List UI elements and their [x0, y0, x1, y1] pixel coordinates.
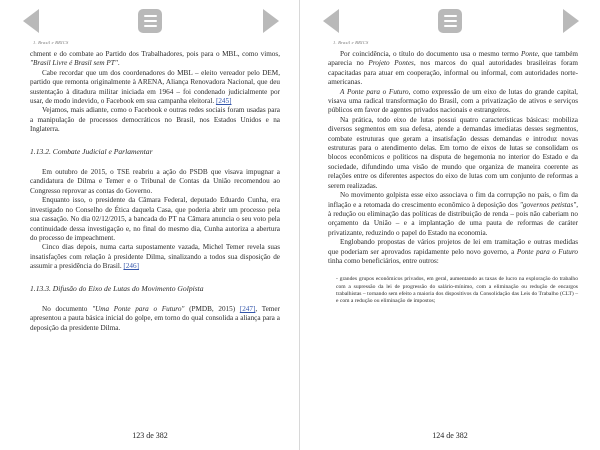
- paragraph: No movimento golpista esse eixo associava o fim da corrupção no país, o fim da inflação e a retomada do crescimento econômico à deposição dos "governos petistas", à redução ou eliminação das políticas de distribuição de renda – pois não caberiam no orçamento da União – e a implantação de uma pauta de reformas de caráter privatizante, reduzindo o papel do Estado na economia.: [328, 191, 578, 237]
- triangle-left-icon: [323, 9, 339, 33]
- next-page-button[interactable]: [556, 6, 586, 36]
- left-page-text: [30, 50, 280, 333]
- menu-icon: [138, 9, 162, 33]
- paragraph: Englobando propostas de vários projetos de lei em tramitação e outras medidas que poderiam ser aprovados rapidamente pelo novo governo, a Ponte para o Futuro tinha como beneficiários, entre outros:: [328, 238, 579, 265]
- previous-page-button[interactable]: [316, 6, 346, 36]
- running-head: 1. Brasil e BRICS: [33, 40, 69, 45]
- previous-page-button[interactable]: [16, 6, 46, 36]
- table-of-contents-button[interactable]: [435, 6, 465, 36]
- triangle-left-icon: [23, 9, 39, 33]
- menu-icon: [438, 9, 462, 33]
- paragraph: Em outubro de 2015, o TSE reabriu a ação do PSDB que visava impugnar a candidatura de Dilma e Temer e o Tribunal de Contas da União recomendou ao Congresso reprovar as contas do Governo.: [30, 168, 280, 195]
- triangle-right-icon: [263, 9, 279, 33]
- section-heading-1-13-2: 1.13.2. Combate Judicial e Parlamentar: [30, 146, 153, 156]
- paragraph: No documento "Uma Ponte para o Futuro" (PMDB, 2015) [247], Temer apresentou a pauta básica inicial do golpe, em torno do qual consolida a aliança para a deposição da presidente Dilma.: [30, 304, 280, 332]
- table-of-contents-button[interactable]: [135, 6, 165, 36]
- paragraph: Enquanto isso, o presidente da Câmara Federal, deputado Eduardo Cunha, era investigado no Conselho de Ética daquela Casa, que poderia abrir um processo pela sua cassação. No dia 02/12/2015, a bancada do PT na Câmara anuncia o seu voto pela continuidade dessa investigação e, no final do mesmo dia, Cunha autoriza a abertura do processo de impeachment.: [30, 196, 280, 242]
- next-page-button[interactable]: [256, 6, 286, 36]
- paragraph: Cabe recordar que um dos coordenadores do MBL – eleito vereador pelo DEM, partido que remonta originalmente à ARENA, Aliança Renovadora Nacional, que deu sustentação à ditadura militar iniciada em 1964 – foi condenado judicialmente por usar, de modo indevido, o Facebook em sua campanha eleitoral. [245]: [30, 68, 280, 106]
- right-page-text: [328, 50, 578, 305]
- right-page: [300, 0, 600, 450]
- block-quote: - grandes grupos econômicos privados, em geral, aumentando as taxas de lucro na exploração do trabalho com a supressão da lei de progressão do salário-mínimo, com a eliminação ou redução de encargos trabalhistas – tornando sem efeito a maioria dos dispositivos da Consolidação das Leis do Trabalho (CLT) – e com a redução ou eliminação de impostos;: [336, 276, 578, 304]
- triangle-right-icon: [563, 9, 579, 33]
- left-navbar: [0, 6, 300, 38]
- paragraph: Cinco dias depois, numa carta supostamente vazada, Michel Temer revela suas insatisfações com relação à presidente Dilma, sinalizando a todos sua disposição de assumir a presidência do Brasil. [246]: [30, 243, 280, 271]
- paragraph: Por coincidência, o título do documento usa o mesmo termo Ponte, que também aparecia no Projeto Pontes, nos marcos do qual autoridades brasileiras foram capacitadas para atuar em cooperação, informal ou informal, com autoridades norte-americanas.: [328, 50, 578, 87]
- running-head: 1. Brasil e BRICS: [333, 40, 369, 45]
- section-heading-1-13-3: 1.13.3. Difusão do Eixo de Lutas do Movimento Golpista: [30, 283, 204, 293]
- footnote-link-246[interactable]: [246]: [123, 262, 139, 271]
- paragraph: chment e do combate ao Partido dos Trabalhadores, pois para o MBL, como vimos, "Brasil Livre é Brasil sem PT".: [30, 50, 280, 68]
- paragraph: A Ponte para o Futuro, como expressão de um eixo de lutas do grande capital, visava uma radical transformação do Brasil, com a privatização de ativos e serviços públicos em favor de agentes privados nacionais e estrangeiros.: [328, 87, 578, 115]
- paragraph: Na prática, todo eixo de lutas possui quatro características básicas: mobiliza diversos segmentos em sua defesa, atende a demandas imediatas desses segmentos, combate estruturas que geram a insatisfação dessas demandas e introduz novas estruturas para o atendimento delas. Em torno de eixos de lutas se consolidam os blocos econômicos e políticos na disputa de hegemonia no interior do Estado e da sociedade, difundindo uma visão de mundo que organiza de maneira coerente as relações entre os diferentes aspectos do eixo de lutas com um conjunto de reformas a serem realizadas.: [328, 115, 578, 190]
- paragraph: Vejamos, mais adiante, como o Facebook e outras redes sociais foram usadas para a manipulação de processos democráticos no Brasil, nos Estados Unidos e na Inglaterra.: [30, 106, 280, 134]
- page-number: 123 de 382: [132, 431, 168, 440]
- page-number: 124 de 382: [432, 431, 468, 440]
- footnote-link-247[interactable]: [247]: [239, 304, 256, 313]
- footnote-link-245[interactable]: [245]: [215, 97, 232, 106]
- right-navbar: [300, 6, 600, 38]
